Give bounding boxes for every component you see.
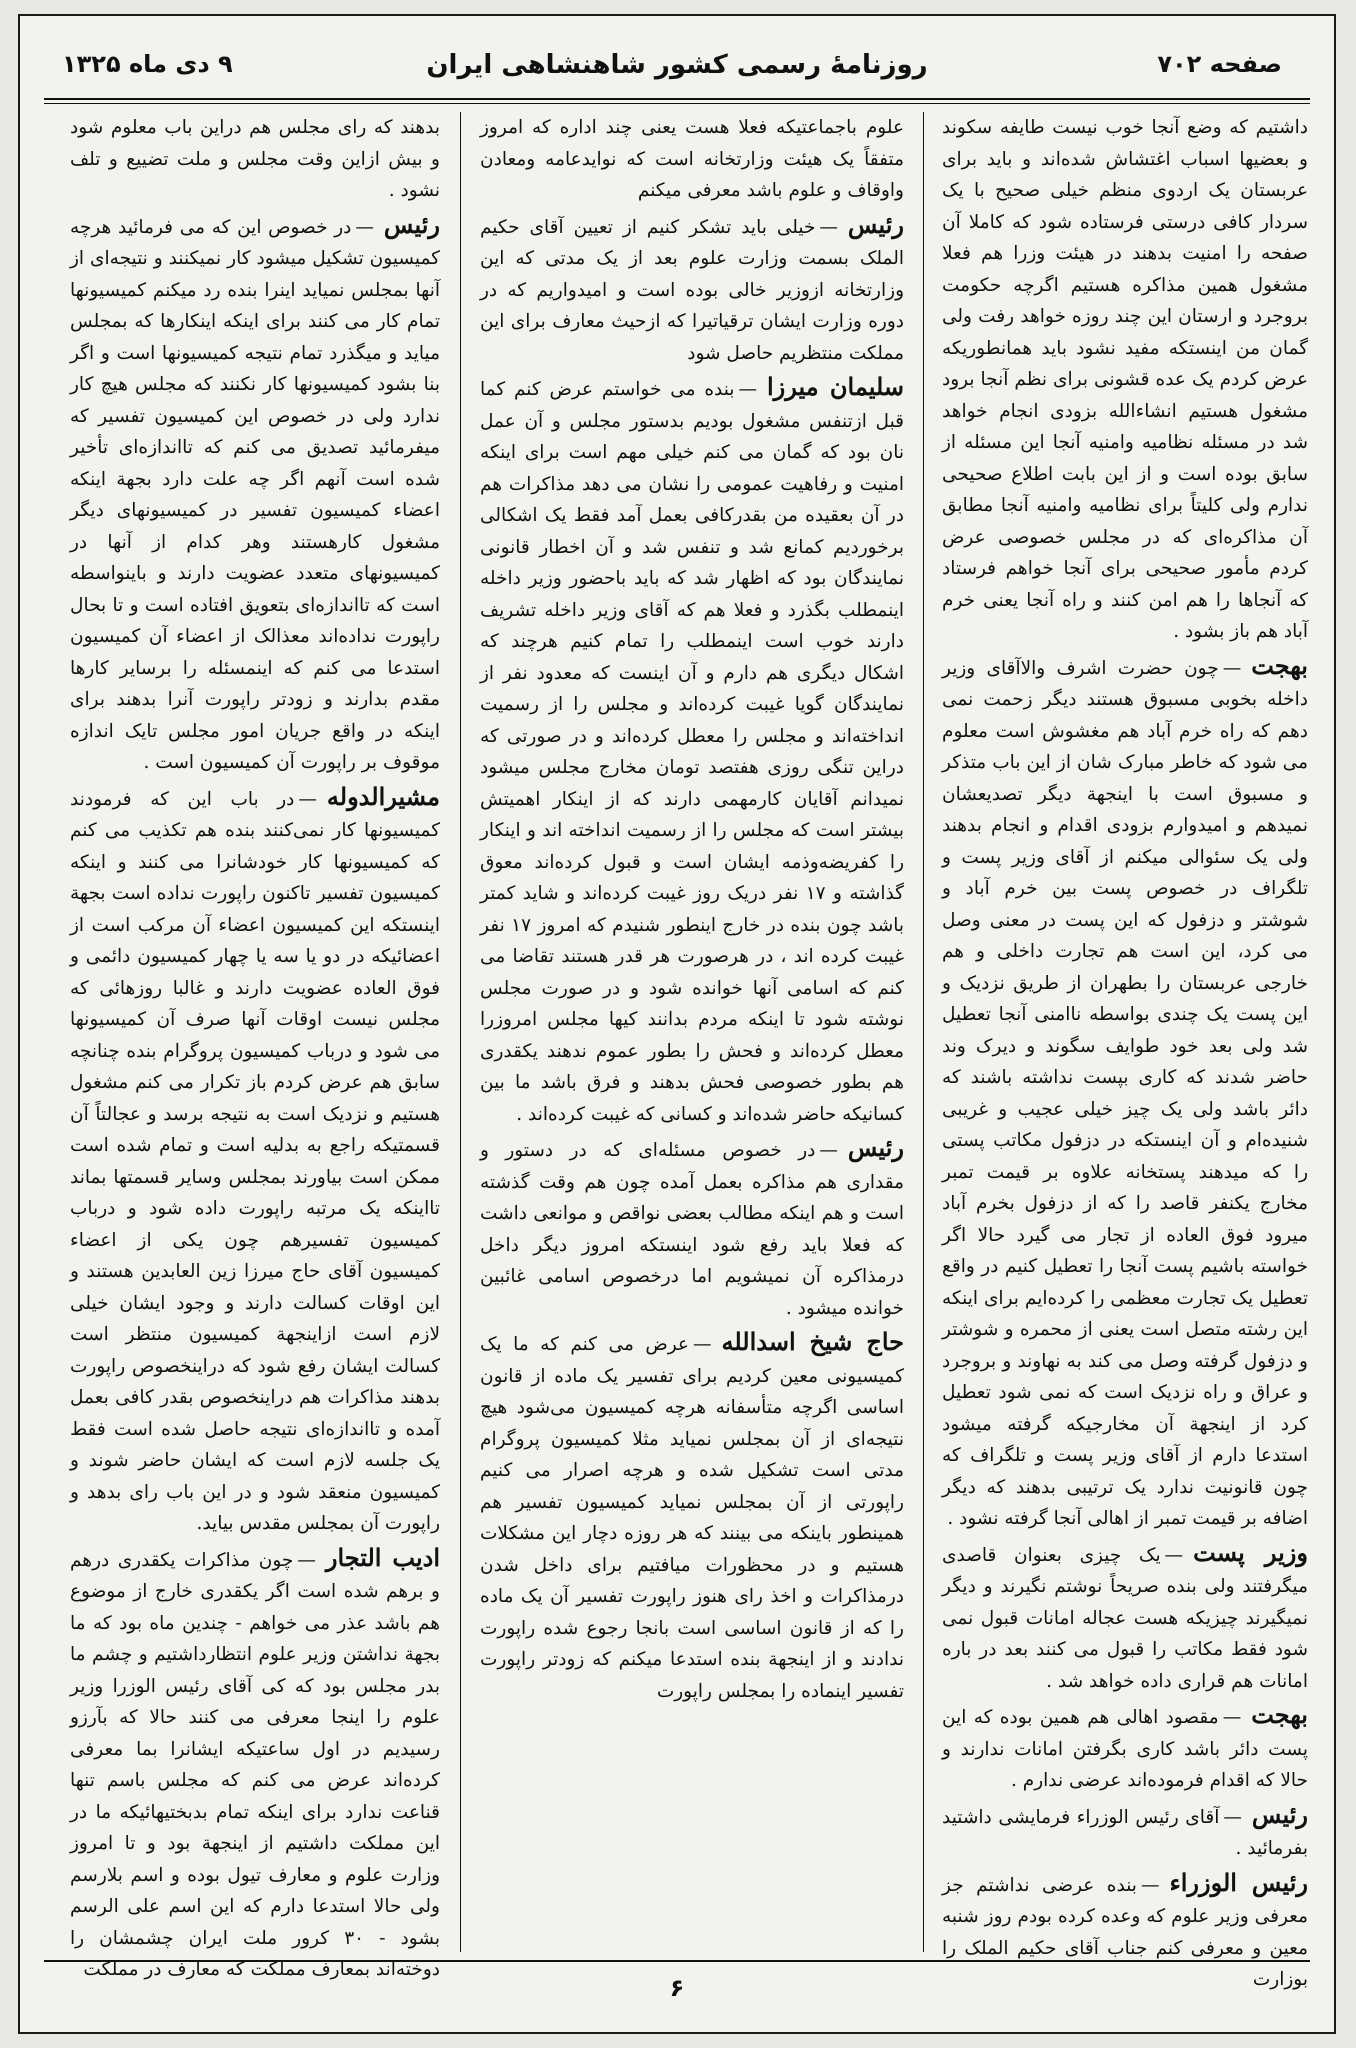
- speech-paragraph: ادیب التجار—چون مذاکرات یکقدری درهم و برهم شده است اگر یکقدری خارج از موضوع هم باشد عذر می خواهم - چندین ماه بود که ما بجهة نداشتن وزیر علوم انتظارداشتیم و چشم ما بدر مجلس بود که کی آقای رئیس الوزرا وزیر علوم را اینجا معرفی می کنند حالا که بآرزو رسیدیم در اول ساعتیکه ایشانرا بما معرفی کرده‌اند عرض می کنم که مجلس باسم تنها قناعت ندارد برای اینکه تمام بدبختیهائیکه ما در این مملکت داشتیم از اینجهة بود و تا امروز وزارت علوم و معارف تیول بوده و اسم بلارسم ولی حالا استدعا دارم که این اسم علی الرسم بشود - ۳۰ کرور ملت ایران چشمشان را دوخته‌اند بمعارف مملکت که معارف در مملکت: [70, 1542, 441, 1980]
- speech-text: آقای رئیس الوزراء فرمایشی داشتید بفرمائید .: [942, 1806, 1308, 1859]
- speaker-name: حاج شیخ اسدالله: [721, 1327, 904, 1356]
- speaker-name: رئیس: [383, 209, 440, 239]
- speaker-name: رئیس: [1251, 1799, 1308, 1829]
- column-divider: [923, 112, 924, 1952]
- paragraph: داشتیم که وضع آنجا خوب نیست طایفه سکوند و بعضیها اسباب اغتشاش شده‌اند و باید برای عربستان یک اردوی منظم خیلی صحیح با یک سردار کافی درستی فرستاده شود که کاملا آن صفحه را امنیت بدهند در هیئت وزرا هم فعلا مشغول همین مذاکره هستیم اگرچه حکومت بروجرد و ارستان این چند روزه خواهد رفت ولی گمان من اینستکه مفید نشود باید همانطوریکه عرض کردم یک عده قشونی برای نظم آنجا برود مشغول هستیم انشاءالله بزودی انجام خواهد شد در مسئله نظامیه وامنیه آنجا این مسئله از سابق بوده است و از این بابت اطلاع صحیحی ندارم ولی کلیتاً برای نظامیه وامنیه آنجا مطابق آن مذاکره‌ای که در مجلس خصوصی عرض کردم مأمور صحیحی برای آنجا خواهم فرستاد که آنجاها را هم امن کنند و راه آنجا یعنی خرم آباد هم باز بشود .: [942, 117, 1308, 642]
- header-rule-thin: [44, 103, 1310, 104]
- speech-paragraph: رئیس—خیلی باید تشکر کنیم از تعیین آقای حکیم الملک بسمت وزارت علوم بعد از یک مدتی که این وزارتخانه ازوزیر خالی بوده است و امیدواریم که در دوره وزارت ایشان ترقیاتیرا که ازحیث معارف برای این مملکت منتظریم حاصل شود: [480, 209, 904, 364]
- paragraph: بدهند که رای مجلس هم دراین باب معلوم شود و بیش ازاین وقت مجلس و ملت تضییع و تلف نشود .: [70, 117, 440, 201]
- speech-paragraph: حاج شیخ اسدالله—عرض می کنم که ما یک کمیسیونی معین کردیم برای تفسیر یک ماده از قانون اساسی اگرچه متأسفانه هرچه کمیسیون می‌شود هیچ نتیجه‌ای از آن بمجلس نمیاید مثلا کمیسیون پروگرام مدتی است تشکیل شده و هرچه اصرار می کنیم راپورتی از آن بمجلس نمیاید کمیسیون تفسیر هم همینطور باینکه می بینند که هر روزه دچار این مشکلات هستیم و در محظورات میافتیم برای داخل شدن درمذاکرات و اخذ رای هنوز راپورت تفسیر آن یک ماده را که از قانون اساسی است بانجا رجوع شده راپورت ندادند و از اینجهة بنده استدعا میکنم که زودتر راپورت تفسیر اینماده را بمجلس راپورت: [480, 1327, 904, 1702]
- speech-text: یک چیزی بعنوان قاصدی میگرفتند ولی بنده صریحاً نوشتم نگیرند و دیگر نمیگیرند چیزیکه هست عجاله امانات قبول نمی شود فقط مکاتب را قبول می کنند بعد در باره امانات هم قراری داده خواهد شد .: [942, 1544, 1308, 1692]
- speech-paragraph: رئیس—در خصوص مسئله‌ای که در دستور و مقداری هم مذاکره بعمل آمده چون هم وقت گذشته است و هم اینکه مطالب بعضی نواقص و موانعی داشت که فعلا باید رفع شود اینستکه امروز دیگر داخل درمذاکره آن نمیشویم اما درخصوص اسامی غائبین خوانده میشود .: [480, 1133, 904, 1319]
- speaker-name: بهجت: [1251, 650, 1308, 680]
- speaker-name: رئیس: [847, 209, 904, 239]
- speech-text: بنده عرضی نداشتم جز معرفی وزیر علوم که وعده کرده بودم روز شنبه معین و معرفی کنم جناب آقای حکیم الملک را بوزارت: [942, 1874, 1308, 1990]
- speaker-name: بهجت: [1251, 1700, 1308, 1729]
- speaker-name: مشیرالدوله: [326, 781, 440, 811]
- speech-paragraph: وزیر پست—یک چیزی بعنوان قاصدی میگرفتند ولی بنده صریحاً نوشتم نگیرند و دیگر نمیگیرند چیزیکه هست عجاله امانات قبول نمی شود فقط مکاتب را قبول می کنند بعد در باره امانات هم قراری داده خواهد شد .: [942, 1537, 1308, 1692]
- speaker-name: رئیس الوزراء: [1169, 1867, 1308, 1897]
- speech-paragraph: بهجت—چون حضرت اشرف والاآقای وزیر داخله بخوبی مسبوق هستند دیگر زحمت نمی دهم که راه خرم آباد هم مغشوش است معلوم می شود که خاطر مبارک شان از این باب متذکر و مسبوق است با اینجهة دیگر تصدیعشان نمیدهم و امیدوارم بزودی اقدام و انجام بدهند ولی یک سئوالی میکنم از آقای وزیر پست و تلگراف در خصوص پست بین خرم آباد و شوشتر و دزفول که این پست در معنی وصل می کرد، این است هم تجارت داخلی و هم خارجی عربستان را بطهران از طریق نزدیک و این پست یک چندی بواسطه ناامنی آنجا تعطیل شد ولی بعد خود طوایف سگوند و دیرک وند حاضر شدند که کاری بپست نداشته باشند که دائر باشد ولی یک چیز خیلی عجیب و غریبی شنیده‌ام و آن اینستکه در دزفول مکاتب پستی را که میدهند پستخانه علاوه بر قیمت تمبر مخارج یکنفر قاصد را که از دزفول بخرم آباد میرود فوق العاده از تجار می گیرد حالا اگر خواسته باشیم پست آنجا را تعطیل کنیم در واقع تعطیل یک تجارت معظمی را کرده‌ایم برای اینکه این رشته متصل است یعنی از محمره و شوشتر و دزفول گرفته وصل می کند به نهاوند و بروجرد و عراق و راه نزدیک است که نمی شود تعطیل کرد از اینجهة آن مخارجیکه گرفته میشود استدعا دارم از آقای وزیر پست و تلگراف که چون قانونیت ندارد یک ترتیبی بدهند که دیگر اضافه بر قیمت تمبر از اهالی آنجا گرفته نشود .: [942, 650, 1308, 1529]
- column-middle: [480, 112, 904, 1948]
- speech-text: عرض می کنم که ما یک کمیسیونی معین کردیم برای تفسیر یک ماده از قانون اساسی اگرچه متأسفانه هرچه کمیسیون می‌شود هیچ نتیجه‌ای از آن بمجلس نمیاید مثلا کمیسیون پروگرام مدتی است تشکیل شده و هرچه اصرار می کنیم راپورتی از آن بمجلس نمیاید کمیسیون تفسیر هم همینطور باینکه می بینند که هر روزه دچار این مشکلات هستیم و در محظورات میافتیم برای داخل شدن درمذاکرات و اخذ رای هنوز راپورت تفسیر آن یک ماده را که از قانون اساسی است بانجا رجوع شده راپورت ندادند و از اینجهة بنده استدعا میکنم که زودتر راپورت تفسیر اینماده را بمجلس راپورت: [480, 1334, 904, 1702]
- speech-paragraph: رئیس الوزراء—بنده عرضی نداشتم جز معرفی وزیر علوم که وعده کرده بودم روز شنبه معین و معرفی کنم جناب آقای حکیم الملک را بوزارت: [942, 1867, 1308, 1990]
- speech-text: مقصود اهالی هم همین بوده که این پست دائر باشد کاری بگرفتن امانات ندارند و حالا که اقدام فرموده‌اند عرضی ندارم .: [942, 1707, 1308, 1791]
- speech-text: چون حضرت اشرف والاآقای وزیر داخله بخوبی مسبوق هستند دیگر زحمت نمی دهم که راه خرم آباد هم مغشوش است معلوم می شود که خاطر مبارک شان از این باب متذکر و مسبوق است با اینجهة دیگر تصدیعشان نمیدهم و امیدوارم بزودی اقدام و انجام بدهند ولی یک سئوالی میکنم از آقای وزیر پست و تلگراف در خصوص پست بین خرم آباد و شوشتر و دزفول که این پست در معنی وصل می کرد، این است هم تجارت داخلی و هم خارجی عربستان را بطهران از طریق نزدیک و این پست یک چندی بواسطه ناامنی آنجا تعطیل شد ولی بعد خود طوایف سگوند و دیرک وند حاضر شدند که کاری بپست نداشته باشند که دائر باشد ولی یک چیز خیلی عجیب و غریبی شنیده‌ام و آن اینستکه در دزفول مکاتب پستی را که میدهند پستخانه علاوه بر قیمت تمبر مخارج یکنفر قاصد را که از دزفول بخرم آباد میرود فوق العاده از تجار می گیرد حالا اگر خواسته باشیم پست آنجا را تعطیل کنیم در واقع تعطیل یک تجارت معظمی را کرده‌ایم برای اینکه این رشته متصل است یعنی از محمره و شوشتر و دزفول گرفته وصل می کند به نهاوند و بروجرد و عراق و راه نزدیک است که نمی شود تعطیل کرد از اینجهة آن مخارجیکه گرفته میشود استدعا دارم از آقای وزیر پست و تلگراف که چون قانونیت ندارد یک ترتیبی بدهند که دیگر اضافه بر قیمت تمبر از اهالی آنجا گرفته نشود .: [942, 657, 1308, 1529]
- column-right: [942, 112, 1308, 1990]
- speech-text: در خصوص مسئله‌ای که در دستور و مقداری هم مذاکره بعمل آمده چون هم وقت گذشته است و هم اینکه مطالب بعضی نواقص و موانعی داشت که فعلا باید رفع شود اینستکه امروز دیگر داخل درمذاکره آن نمیشویم اما درخصوص اسامی غائبین خوانده میشود .: [480, 1140, 904, 1319]
- newspaper-page: [18, 14, 1336, 2034]
- masthead: [20, 16, 1334, 102]
- speaker-name: ادیب التجار: [325, 1542, 441, 1572]
- speech-text: بنده می خواستم عرض کنم کما قبل ازتنفس مشغول بودیم بدستور مجلس و آن عمل نان بود که گمان می کنم خیلی مهم است برای اینکه امنیت و رفاهیت عمومی را نشان می دهد مذاکرات هم در آن بعقیده من بقدرکافی بعمل آمد فقط یک اشکالی برخوردیم کمانع شد و تنفس شد و آن اخطار قانونی نمایندگان بود که اظهار شد که باید باحضور وزیر داخله اینمطلب بگذرد و فعلا هم که آقای وزیر داخله تشریف دارند خوب است اینمطلب را تمام کنیم هرچند که اشکال دیگری هم دارم و آن اینست که معدود نفر از نمایندگان گویا غیبت کرده‌اند و مجلس را از رسمیت انداخته‌اند و مجلس را معطل کرده‌اند و در صورتی که دراین تنگی روزی هفتصد تومان مخارج مجلس میشود نمیدانم آقایان کارمهمی دارند که از اینکار اهمیتش بیشتر است که مجلس را از رسمیت انداخته اند و اینکار را کفریضه‌وذمه ایشان است و قبول کرده‌اند معوق گذاشته و ۱۷ نفر دریک روز غیبت کرده‌اند و شاید کمتر باشد چون بنده در خارج اینطور شنیدم که امروز ۱۷ نفر غیبت کرده اند ، در هرصورت هر قدر هستند تقاضا می کنم که اسامی آنها خوانده شود و در صورت مجلس نوشته شود تا اینکه مردم بدانند کیها مجلس امروزرا معطل کرده‌اند و فحش را بطور عموم ندهند یکقدری هم بطور خصوصی فحش بدهند و فرق باشد ما بین کسانیکه حاضر شده‌اند و کسانی که غیبت کرده‌اند .: [480, 379, 904, 1125]
- speaker-name: رئیس: [847, 1133, 904, 1162]
- speaker-name: وزیر پست: [1193, 1537, 1308, 1567]
- speech-paragraph: رئیس—در خصوص این که می فرمائید هرچه کمیسیون تشکیل میشود کار نمیکنند و نتیجه‌ای از آنها بمجلس نمیاید اینرا بنده رد میکنم کمیسیونها تمام کار می کنند برای اینکه اینکارها که بمجلس میاید و میگذرد تمام نتیجه کمیسیونها است و اگر بنا بشود کمیسیونها کار نکنند که مجلس هیچ کار ندارد ولی در خصوص این کمیسیون تفسیر که میفرمائید تصدیق می کنم که تااندازه‌ای تأخیر شده است آنهم اگر چه علت دارد بجهة اینکه اعضاء کمیسیون تفسیر در کمیسیونهای دیگر مشغول کارهستند وهر کدام از آنها در کمیسیونهای متعدد عضویت دارند و باینواسطه است که تااندازه‌ای بتعویق افتاده است و تا بحال راپورت نداده‌اند معذالک از اعضاء آن کمیسیون استدعا می کنم که اینمسئله را برسایر کارها مقدم بدارند و زودتر راپورت آنرا بدهند برای اینکه در واقع جریان امور مجلس تایک اندازه موقوف بر راپورت آن کمیسیون است .: [70, 209, 440, 773]
- footer-rule: [44, 1960, 1310, 1962]
- speech-text: خیلی باید تشکر کنیم از تعیین آقای حکیم الملک بسمت وزارت علوم بعد از یک مدتی که این وزارتخانه ازوزیر خالی بوده است و امیدواریم که در دوره وزارت ایشان ترقیاتیرا که ازحیث معارف برای این مملکت منتظریم حاصل شود: [480, 216, 904, 364]
- speech-text: در باب این که فرمودند کمیسیونها کار نمی‌کنند بنده هم تکذیب می کنم که کمیسیونها کار خودشانرا می کنند و اینکه کمیسیون تفسیر تاکنون راپورت نداده است بجهة اینستکه این کمیسیون اعضاء آن مرکب است از اعضائیکه در دو یا سه یا چهار کمیسیون دائمی و فوق العاده عضویت دارند و غالبا روزهائی که مجلس نیست اوقات آنها صرف آن کمیسیونها می شود و درباب کمیسیون پروگرام بنده چنانچه سابق هم عرض کردم باز تکرار می کنم مشغول هستیم و نزدیک است به نتیجه برسد و عجالتاً آن قسمتیکه راجع به بدلیه است و تمام شده است ممکن است بیاورند بمجلس وسایر قسمتها بماند تااینکه یک مرتبه راپورت داده شود و درباب کمیسیون تفسیرهم چون یکی از اعضاء کمیسیون آقای حاج میرزا زین العابدین هستند و این اوقات کسالت دارند و وجود ایشان خیلی لازم است ازاینجهة کمیسیون منتظر است کسالت ایشان رفع شود که دراینخصوص راپورت بدهند مذاکرات هم دراینخصوص بقدر کافی بعمل آمده و تااندازه‌ای نتیجه حاصل شده است فقط یک جلسه لازم است که ایشان حاضر شوند و کمیسیون منعقد شود و در این باب رای بدهد و راپورت آن بمجلس مقدس بیاید.: [70, 788, 440, 1534]
- speaker-name: سلیمان میرزا: [767, 372, 904, 401]
- page-footer: [20, 1952, 1334, 2032]
- page-number: ۶: [669, 1974, 685, 2002]
- speech-paragraph: مشیرالدوله—در باب این که فرمودند کمیسیونها کار نمی‌کنند بنده هم تکذیب می کنم که کمیسیونها کار خودشانرا می کنند و اینکه کمیسیون تفسیر تاکنون راپورت نداده است بجهة اینستکه این کمیسیون اعضاء آن مرکب است از اعضائیکه در دو یا سه یا چهار کمیسیون دائمی و فوق العاده عضویت دارند و غالبا روزهائی که مجلس نیست اوقات آنها صرف آن کمیسیونها می شود و درباب کمیسیون پروگرام بنده چنانچه سابق هم عرض کردم باز تکرار می کنم مشغول هستیم و نزدیک است به نتیجه برسد و عجالتاً آن قسمتیکه راجع به بدلیه است و تمام شده است ممکن است بیاورند بمجلس وسایر قسمتها بماند تااینکه یک مرتبه راپورت داده شود و درباب کمیسیون تفسیرهم چون یکی از اعضاء کمیسیون آقای حاج میرزا زین العابدین هستند و این اوقات کسالت دارند و وجود ایشان خیلی لازم است ازاینجهة کمیسیون منتظر است کسالت ایشان رفع شود که دراینخصوص راپورت بدهند مذاکرات هم دراینخصوص بقدر کافی بعمل آمده و تااندازه‌ای نتیجه حاصل شده است فقط یک جلسه لازم است که ایشان حاضر شوند و کمیسیون منعقد شود و در این باب رای بدهد و راپورت آن بمجلس مقدس بیاید.: [70, 781, 440, 1534]
- header-rule: [44, 98, 1310, 100]
- page-label: صفحه ۷۰۲: [1157, 50, 1282, 78]
- speech-paragraph: سلیمان میرزا—بنده می خواستم عرض کنم کما قبل ازتنفس مشغول بودیم بدستور مجلس و آن عمل نان بود که گمان می کنم خیلی مهم است برای اینکه امنیت و رفاهیت عمومی را نشان می دهد مذاکرات هم در آن بعقیده من بقدرکافی بعمل آمد فقط یک اشکالی برخوردیم کمانع شد و تنفس شد و آن اخطار قانونی نمایندگان بود که اظهار شد که باید باحضور وزیر داخله اینمطلب بگذرد و فعلا هم که آقای وزیر داخله تشریف دارند خوب است اینمطلب را تمام کنیم هرچند که اشکال دیگری هم دارم و آن اینست که معدود نفر از نمایندگان گویا غیبت کرده‌اند و مجلس را از رسمیت انداخته‌اند و مجلس را معطل کرده‌اند و در صورتی که دراین تنگی روزی هفتصد تومان مخارج مجلس میشود نمیدانم آقایان کارمهمی دارند که از اینکار اهمیتش بیشتر است که مجلس را از رسمیت انداخته اند و اینکار را کفریضه‌وذمه ایشان است و قبول کرده‌اند معوق گذاشته و ۱۷ نفر دریک روز غیبت کرده‌اند و شاید کمتر باشد چون بنده در خارج اینطور شنیدم که امروز ۱۷ نفر غیبت کرده اند ، در هرصورت هر قدر هستند تقاضا می کنم که اسامی آنها خوانده شود و در صورت مجلس نوشته شود تا اینکه مردم بدانند کیها مجلس امروزرا معطل کرده‌اند و فحش را بطور عموم ندهند یکقدری هم بطور خصوصی فحش بدهند و فرق باشد ما بین کسانیکه حاضر شده‌اند و کسانی که غیبت کرده‌اند .: [480, 372, 904, 1125]
- speech-text: در خصوص این که می فرمائید هرچه کمیسیون تشکیل میشود کار نمیکنند و نتیجه‌ای از آنها بمجلس نمیاید اینرا بنده رد میکنم کمیسیونها تمام کار می کنند برای اینکه اینکارها که بمجلس میاید و میگذرد تمام نتیجه کمیسیونها است و اگر بنا بشود کمیسیونها کار نکنند که مجلس هیچ کار ندارد ولی در خصوص این کمیسیون تفسیر که میفرمائید تصدیق می کنم که تااندازه‌ای تأخیر شده است آنهم اگر چه علت دارد بجهة اینکه اعضاء کمیسیون تفسیر در کمیسیونهای دیگر مشغول کارهستند وهر کدام از آنها در کمیسیونهای متعدد عضویت دارند و باینواسطه است که تااندازه‌ای بتعویق افتاده است و تا بحال راپورت نداده‌اند معذالک از اعضاء آن کمیسیون استدعا می کنم که اینمسئله را برسایر کارها مقدم بدارند و زودتر راپورت آنرا بدهند برای اینکه در واقع جریان امور مجلس تایک اندازه موقوف بر راپورت آن کمیسیون است .: [70, 216, 440, 773]
- speech-text: چون مذاکرات یکقدری درهم و برهم شده است اگر یکقدری خارج از موضوع هم باشد عذر می خواهم - چندین ماه بود که ما بجهة نداشتن وزیر علوم انتظارداشتیم و چشم ما بدر مجلس بود که کی آقای رئیس الوزرا وزیر علوم را اینجا معرفی می کنند حالا که بآرزو رسیدیم در اول ساعتیکه ایشانرا بما معرفی کرده‌اند عرض می کنم که مجلس باسم تنها قناعت ندارد برای اینکه تمام بدبختیهائیکه ما در این مملکت داشتیم از اینجهة بود و تا امروز وزارت علوم و معارف تیول بوده و اسم بلارسم ولی حالا استدعا دارم که این اسم علی الرسم بشود - ۳۰ کرور ملت ایران چشمشان را دوخته‌اند بمعارف مملکت که معارف در مملکت: [70, 1549, 440, 1980]
- speech-paragraph: رئیس—آقای رئیس الوزراء فرمایشی داشتید بفرمائید .: [942, 1799, 1308, 1859]
- paragraph: علوم باجماعتیکه فعلا هست یعنی چند اداره که امروز متفقاً یک هیئت وزارتخانه است که نوایدعامه ومعادن واوقاف و علوم باشد معرفی میکنم: [480, 117, 904, 201]
- column-left: [70, 112, 441, 1980]
- column-divider: [460, 112, 461, 1952]
- speech-paragraph: بهجت—مقصود اهالی هم همین بوده که این پست دائر باشد کاری بگرفتن امانات ندارند و حالا که اقدام فرموده‌اند عرضی ندارم .: [942, 1700, 1308, 1791]
- issue-date: ۹ دی ماه ۱۳۲۵: [62, 50, 233, 78]
- gazette-title: روزنامهٔ رسمی کشور شاهنشاهی ایران: [426, 50, 928, 80]
